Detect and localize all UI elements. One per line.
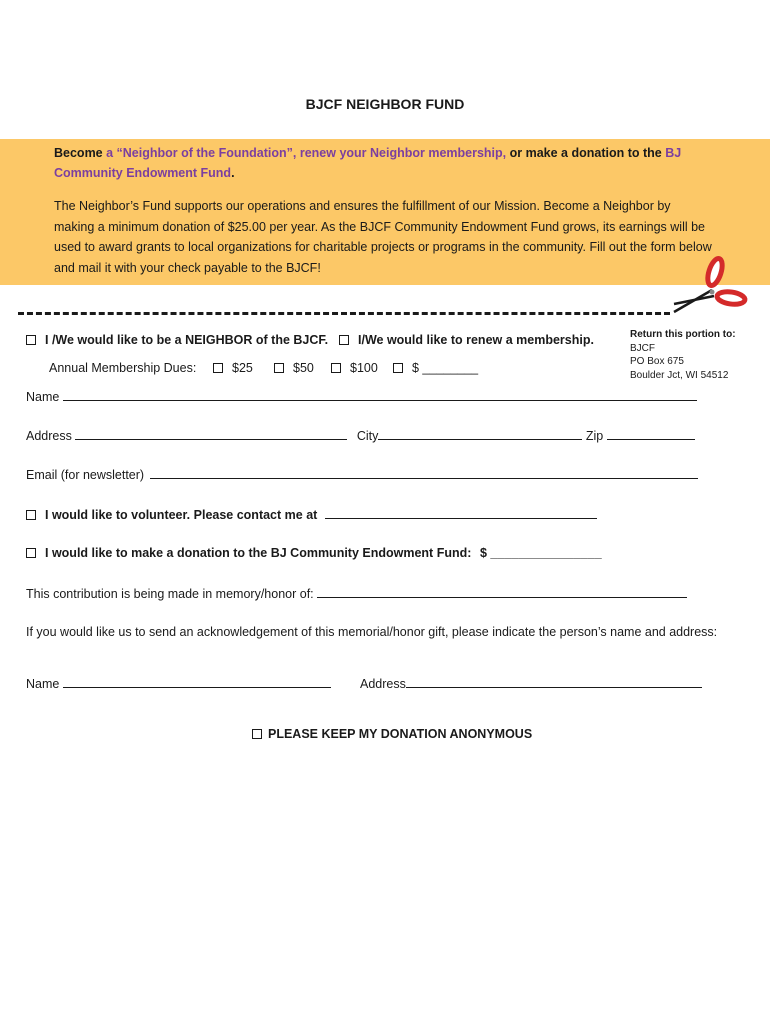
dues-option-50[interactable] [274,361,314,375]
renew-option[interactable] [339,333,594,347]
email-row [26,467,698,482]
anonymous-checkbox[interactable] [252,729,262,739]
donation-option[interactable] [26,546,471,560]
intro-text-e: . [231,165,235,180]
email-field[interactable] [150,467,698,479]
dues-option-label: $50 [293,361,314,375]
description-paragraph: The Neighbor’s Fund supports our operations and ensures the fulfillment of our Mission. Become a Neighbor by making a minimum donation of $25.00 per year. As the BJCF Community Endowment Fund grows, its earnings will be used to award grants to local organizations for charitable projects or programs in the community. Fill out the form below and mail it with your check payable to the BJCF! [54,199,712,275]
memory-field[interactable] [317,586,687,598]
email-label: Email (for newsletter) [26,468,145,482]
zip-field[interactable] [607,428,695,440]
name-row [26,389,697,404]
renew-checkbox[interactable] [339,335,349,345]
intro-paragraph [54,144,694,183]
name-label: Name [26,390,60,404]
dues-option-25[interactable] [213,361,253,375]
volunteer-option[interactable] [26,507,597,522]
ack-address-label: Address [360,677,406,691]
neighbor-option[interactable] [26,333,328,347]
volunteer-contact-field[interactable] [325,507,597,519]
volunteer-checkbox[interactable] [26,510,36,520]
volunteer-label: I would like to volunteer. Please contact me at [45,508,318,522]
dues-option-label: $25 [232,361,253,375]
dues-checkbox[interactable] [331,363,341,373]
dues-checkbox[interactable] [393,363,403,373]
ack-address-field[interactable] [406,676,702,688]
intro-text-d: BJ Community Endowment Fund [54,146,682,180]
anonymous-label: PLEASE KEEP MY DONATION ANONYMOUS [268,727,533,741]
city-label: City [356,429,379,443]
donation-label: I would like to make a donation to the BJ Community Endowment Fund: [45,546,472,560]
intro-text-a: Become [54,146,107,160]
neighbor-checkbox[interactable] [26,335,36,345]
anonymous-option[interactable] [252,727,532,741]
intro-text-c: or make a donation to the [506,146,666,160]
dues-option-other[interactable] [393,361,478,375]
memory-row [26,586,687,601]
address-label: Address [26,429,72,443]
return-line: PO Box 675 [630,356,684,367]
city-field[interactable] [378,428,582,440]
dues-checkbox[interactable] [274,363,284,373]
return-address [630,328,736,382]
page-title: BJCF NEIGHBOR FUND [305,96,465,112]
ack-address-row [360,676,702,691]
address-row [26,428,695,443]
return-line: Boulder Jct, WI 54512 [630,369,729,381]
dues-option-label: $ ________ [412,361,479,375]
intro-text-b: a “Neighbor of the Foundation”, renew your Neighbor membership, [106,146,507,160]
dues-option-100[interactable] [331,361,378,375]
acknowledgement-text: If you would like us to send an acknowledgement of this memorial/honor gift, please indicate the person’s name and address: [26,625,718,639]
dues-label: Annual Membership Dues: [49,361,197,375]
zip-label: Zip [585,429,604,443]
ack-name-label: Name [26,677,60,691]
scissors-icon [668,254,750,320]
renew-label: I/We would like to renew a membership. [358,333,594,347]
return-line: BJCF [630,342,655,354]
memory-label: This contribution is being made in memory/honor of: [26,587,314,601]
ack-name-row [26,676,331,691]
address-field[interactable] [75,428,347,440]
donation-amount-field[interactable]: $ ________________ [480,546,602,560]
ack-name-field[interactable] [63,676,331,688]
donation-checkbox[interactable] [26,548,36,558]
return-heading: Return this portion to: [630,329,736,340]
dues-checkbox[interactable] [213,363,223,373]
dues-option-label: $100 [350,361,378,375]
neighbor-label: I /We would like to be a NEIGHBOR of the BJCF. [45,333,329,347]
name-field[interactable] [63,389,697,401]
cut-line [18,312,670,315]
